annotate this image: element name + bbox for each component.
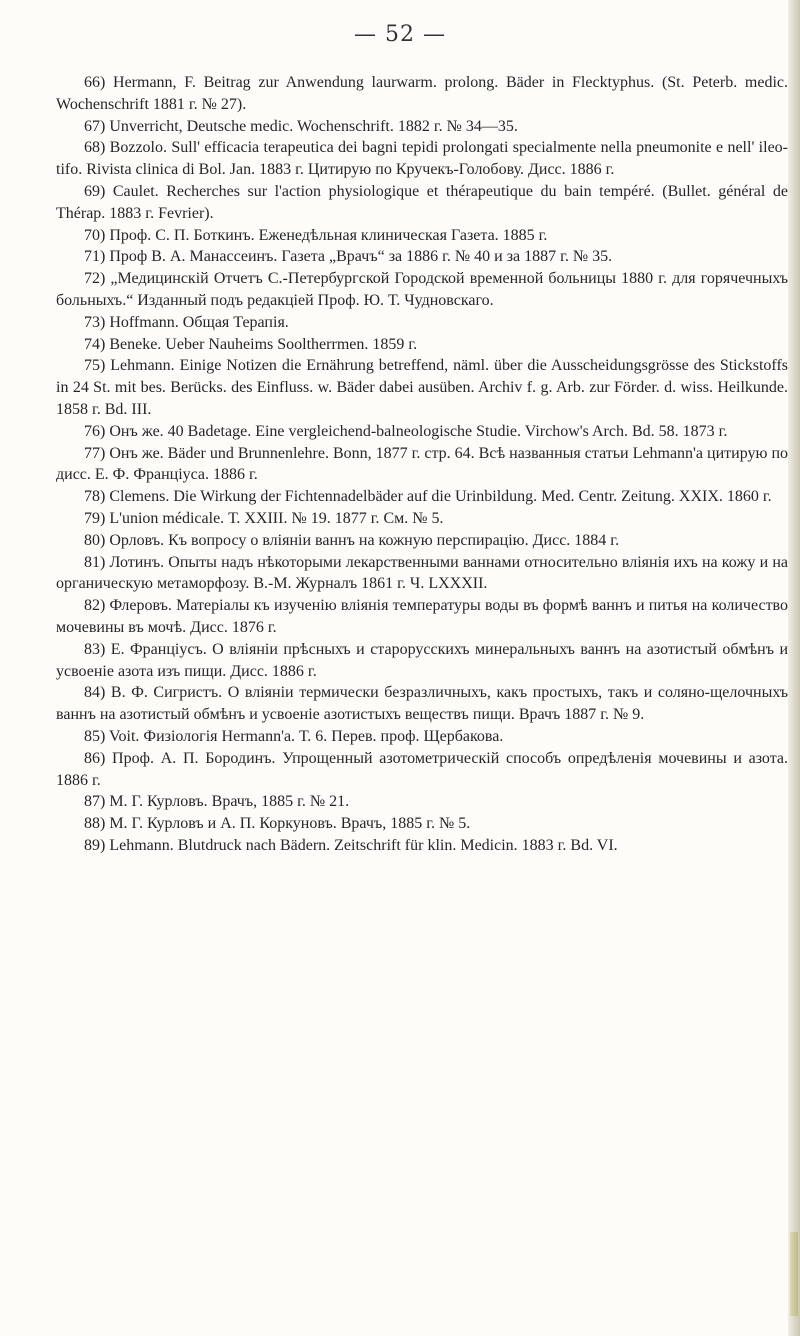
bibliography-entry: 69) Caulet. Recherches sur l'action physiologique et thérapeutique du bain tempéré. (Bullet. général de Thérap. 1883 г. Fevrier). bbox=[56, 182, 788, 222]
page-spine-edge bbox=[788, 0, 800, 1336]
bibliography-entry: 74) Beneke. Ueber Nauheims Sooltherrmen. 1859 г. bbox=[84, 335, 418, 353]
bibliography-entry: 76) Онъ же. 40 Badetage. Eine vergleichend-balneologische Studie. Virchow's Arch. Bd. 58. 1873 г. bbox=[84, 422, 728, 440]
page-edge-stain bbox=[790, 1232, 798, 1316]
bibliography-entry: 73) Hoffmann. Общая Терапія. bbox=[84, 313, 289, 331]
bibliography-entry: 83) Е. Францiусъ. О вліяніи прѣсныхъ и старорусскихъ минеральныхъ ваннъ на азотистый обмѣнъ и усвоеніе азота изъ пищи. Дисс. 1886 г. bbox=[56, 640, 788, 680]
bibliography-entry: 70) Проф. С. П. Боткинъ. Еженедѣльная клиническая Газета. 1885 г. bbox=[84, 226, 548, 244]
bibliography-entry: 68) Bozzolo. Sull' efficacia terapeutica dei bagni tepidi prolongati specialmente nella pneumonite e nell' ileo-tifo. Rivista clinica di Bol. Jan. 1883 г. Цитирую по Кручекъ-Голобову. Дисс. 1886 г. bbox=[56, 139, 788, 179]
bibliography-entry: 80) Орловъ. Къ вопросу о вліяніи ваннъ на кожную перспирацію. Дисс. 1884 г. bbox=[84, 531, 620, 549]
bibliography-entry: 67) Unverricht, Deutsche medic. Wochenschrift. 1882 г. № 34—35. bbox=[84, 117, 518, 135]
bibliography-entry: 77) Онъ же. Bäder und Brunnenlehre. Bonn, 1877 г. стр. 64. Всѣ названныя статьи Lehmann'а цитирую по дисс. Е. Ф. Францiуса. 1886 г. bbox=[56, 444, 789, 484]
bibliography-entry: 86) Проф. А. П. Бородинъ. Упрощенный азотометрическій способъ опредѣленія мочевины и азота. 1886 г. bbox=[56, 749, 788, 789]
bibliography-entry: 78) Clemens. Die Wirkung der Fichtennadelbäder auf die Urinbildung. Med. Centr. Zeitung. XXIX. 1860 г. bbox=[84, 488, 772, 506]
bibliography-entry: 66) Hermann, F. Beitrag zur Anwendung laurwarm. prolong. Bäder in Flecktyphus. (St. Peterb. medic. Wochenschrift 1881 г. № 27). bbox=[56, 74, 788, 113]
bibliography-entry: 71) Проф В. А. Манассеинъ. Газета „Врачъ“ за 1886 г. № 40 и за 1887 г. № 35. bbox=[84, 248, 613, 266]
page-number: — 52 — bbox=[354, 22, 446, 47]
bibliography-entry: 72) „Медицинскій Отчетъ С.-Петербургской Городской временной больницы 1880 г. для горячечныхъ больныхъ.“ Изданный подъ редакціей Проф. Ю. Т. Чудновскаго. bbox=[56, 270, 788, 309]
bibliography-entry: 75) Lehmann. Einige Notizen die Ernährung betreffend, näml. über die Ausscheidungsgrösse des Stickstoffs in 24 St. mit bes. Berücks. des Einfluss. w. Bäder dabei ausüben. Archiv f. g. Arb. zur Förder. d. wiss. Heilkunde. 1858 г. Bd. III. bbox=[56, 357, 788, 418]
bibliography-list bbox=[56, 72, 788, 857]
bibliography-entry: 88) М. Г. Курловъ и А. П. Коркуновъ. Врачъ, 1885 г. № 5. bbox=[84, 815, 471, 833]
bibliography-entry: 85) Voit. Физіологія Hermann'а. Т. 6. Перев. проф. Щербакова. bbox=[84, 727, 504, 745]
bibliography-entry: 84) В. Ф. Сигристъ. О вліяніи термически безразличныхъ, какъ простыхъ, такъ и соляно-щелочныхъ ваннъ на азотистый обмѣнъ и усвоеніе азотистыхъ веществъ пищи. Врачъ 1887 г. № 9. bbox=[56, 684, 788, 724]
bibliography-entry: 89) Lehmann. Blutdruck nach Bädern. Zeitschrift für klin. Medicin. 1883 г. Bd. VI. bbox=[84, 836, 618, 854]
bibliography-entry: 81) Лотинъ. Опыты надъ нѣкоторыми лекарственными ваннами относительно вліянія ихъ на кожу и на органическую метаморфозу. В.-М. Журналъ 1861 г. Ч. LXXXII. bbox=[56, 553, 788, 593]
bibliography-entry: 79) L'union médicale. Т. XXIII. № 19. 1877 г. См. № 5. bbox=[84, 509, 444, 527]
bibliography-entry: 87) М. Г. Курловъ. Врачъ, 1885 г. № 21. bbox=[84, 793, 350, 811]
bibliography-entry: 82) Флеровъ. Матеріалы къ изученію вліянія температуры воды въ формѣ ваннъ и питья на количество мочевины въ мочѣ. Дисс. 1876 г. bbox=[56, 597, 788, 636]
